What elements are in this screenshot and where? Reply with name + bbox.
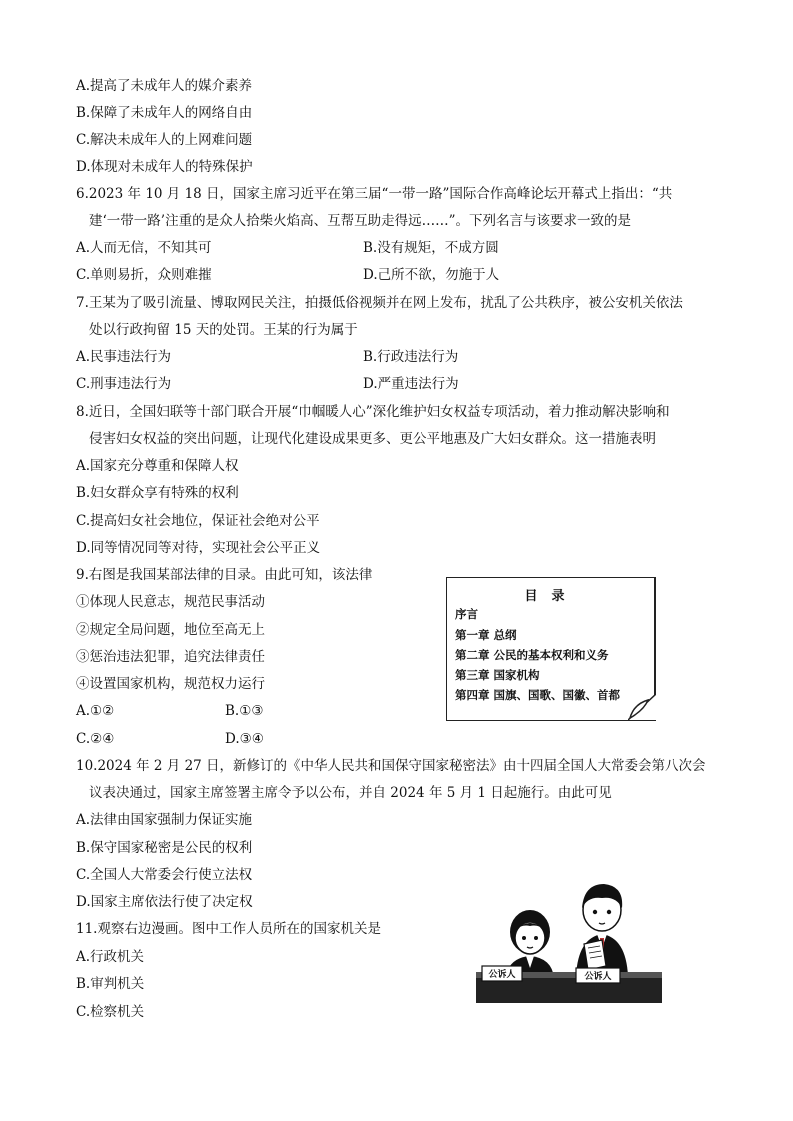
q6-option-c: C.单则易折，众则难摧	[76, 267, 212, 283]
q8-option-a: A.国家充分尊重和保障人权	[76, 458, 239, 474]
q9-item-4: ④设置国家机构，规范权力运行	[76, 676, 265, 692]
nameplate-label: 公诉人	[584, 972, 612, 982]
prosecutors-comic	[476, 868, 662, 1003]
q9-item-3: ③惩治违法犯罪，追究法律责任	[76, 649, 265, 665]
q11-stem: 11.观察右边漫画。图中工作人员所在的国家机关是	[76, 921, 381, 937]
q5-option-c: C.解决未成年人的上网难问题	[76, 132, 253, 148]
q9-item-1: ①体现人民意志，规范民事活动	[76, 594, 265, 610]
table-of-contents-figure	[446, 577, 656, 721]
q6-stem-line2: 建‘一带一路’注重的是众人拾柴火焰高、互帮互助走得远……”。下列名言与该要求一致的是	[89, 213, 631, 229]
q7-option-b: B.行政违法行为	[363, 349, 459, 365]
q10-option-d: D.国家主席依法行使了决定权	[76, 894, 253, 910]
q10-option-a: A.法律由国家强制力保证实施	[76, 812, 253, 828]
q6-stem-line1: 6.2023 年 10 月 18 日，国家主席习近平在第三届“一带一路”国际合作高峰论坛开幕式上指出：“共	[76, 186, 673, 202]
q7-option-a: A.民事违法行为	[76, 349, 172, 365]
q8-option-c: C.提高妇女社会地位，保证社会绝对公平	[76, 513, 320, 529]
q9-item-2: ②规定全局问题，地位至高无上	[76, 622, 265, 638]
toc-item: 第三章 国家机构	[455, 668, 540, 682]
q6-option-b: B.没有规矩，不成方圆	[363, 240, 499, 256]
toc-item: 序言	[455, 607, 478, 621]
q7-option-c: C.刑事违法行为	[76, 376, 172, 392]
toc-title: 目录	[524, 589, 579, 604]
q9-option-b: B.①③	[225, 703, 264, 719]
q7-stem-line1: 7.王某为了吸引流量、博取网民关注，拍摄低俗视频并在网上发布，扰乱了公共秩序，被公安机关依法	[76, 295, 683, 311]
q11-option-a: A.行政机关	[76, 949, 145, 965]
q5-option-b: B.保障了未成年人的网络自由	[76, 105, 253, 121]
q5-option-a: A.提高了未成年人的媒介素养	[76, 78, 253, 94]
q9-option-d: D.③④	[225, 731, 264, 747]
q10-stem-line2: 议表决通过，国家主席签署主席令予以公布，并自 2024 年 5 月 1 日起施行。由此可见	[89, 785, 612, 801]
q6-option-d: D.己所不欲，勿施于人	[363, 267, 500, 283]
q9-option-c: C.②④	[76, 731, 115, 747]
q6-option-a: A.人而无信，不知其可	[76, 240, 212, 256]
q9-stem: 9.右图是我国某部法律的目录。由此可知，该法律	[76, 567, 373, 583]
q10-option-c: C.全国人大常委会行使立法权	[76, 867, 253, 883]
page-curl-icon	[628, 694, 656, 720]
q7-stem-line2: 处以行政拘留 15 天的处罚。王某的行为属于	[89, 322, 358, 338]
q9-option-a: A.①②	[76, 703, 115, 719]
q8-option-b: B.妇女群众享有特殊的权利	[76, 485, 239, 501]
toc-item: 第四章 国旗、国歌、国徽、首都	[455, 688, 621, 702]
q11-option-b: B.审判机关	[76, 976, 145, 992]
nameplate-label: 公诉人	[488, 970, 516, 980]
toc-item: 第二章 公民的基本权利和义务	[455, 648, 609, 662]
q8-stem-line1: 8.近日，全国妇联等十部门联合开展“巾帼暖人心”深化维护妇女权益专项活动，着力推动解决影响和	[76, 404, 670, 420]
q10-option-b: B.保守国家秘密是公民的权利	[76, 840, 253, 856]
q10-stem-line1: 10.2024 年 2 月 27 日，新修订的《中华人民共和国保守国家秘密法》由十四届全国人大常委会第八次会	[76, 758, 706, 774]
toc-border	[654, 577, 656, 695]
q11-option-c: C.检察机关	[76, 1004, 145, 1020]
q8-option-d: D.同等情况同等对待，实现社会公平正义	[76, 540, 321, 556]
q5-option-d: D.体现对未成年人的特殊保护	[76, 159, 253, 175]
toc-item: 第一章 总纲	[455, 628, 517, 642]
q7-option-d: D.严重违法行为	[363, 376, 459, 392]
q8-stem-line2: 侵害妇女权益的突出问题，让现代化建设成果更多、更公平地惠及广大妇女群众。这一措施表明	[89, 431, 656, 447]
